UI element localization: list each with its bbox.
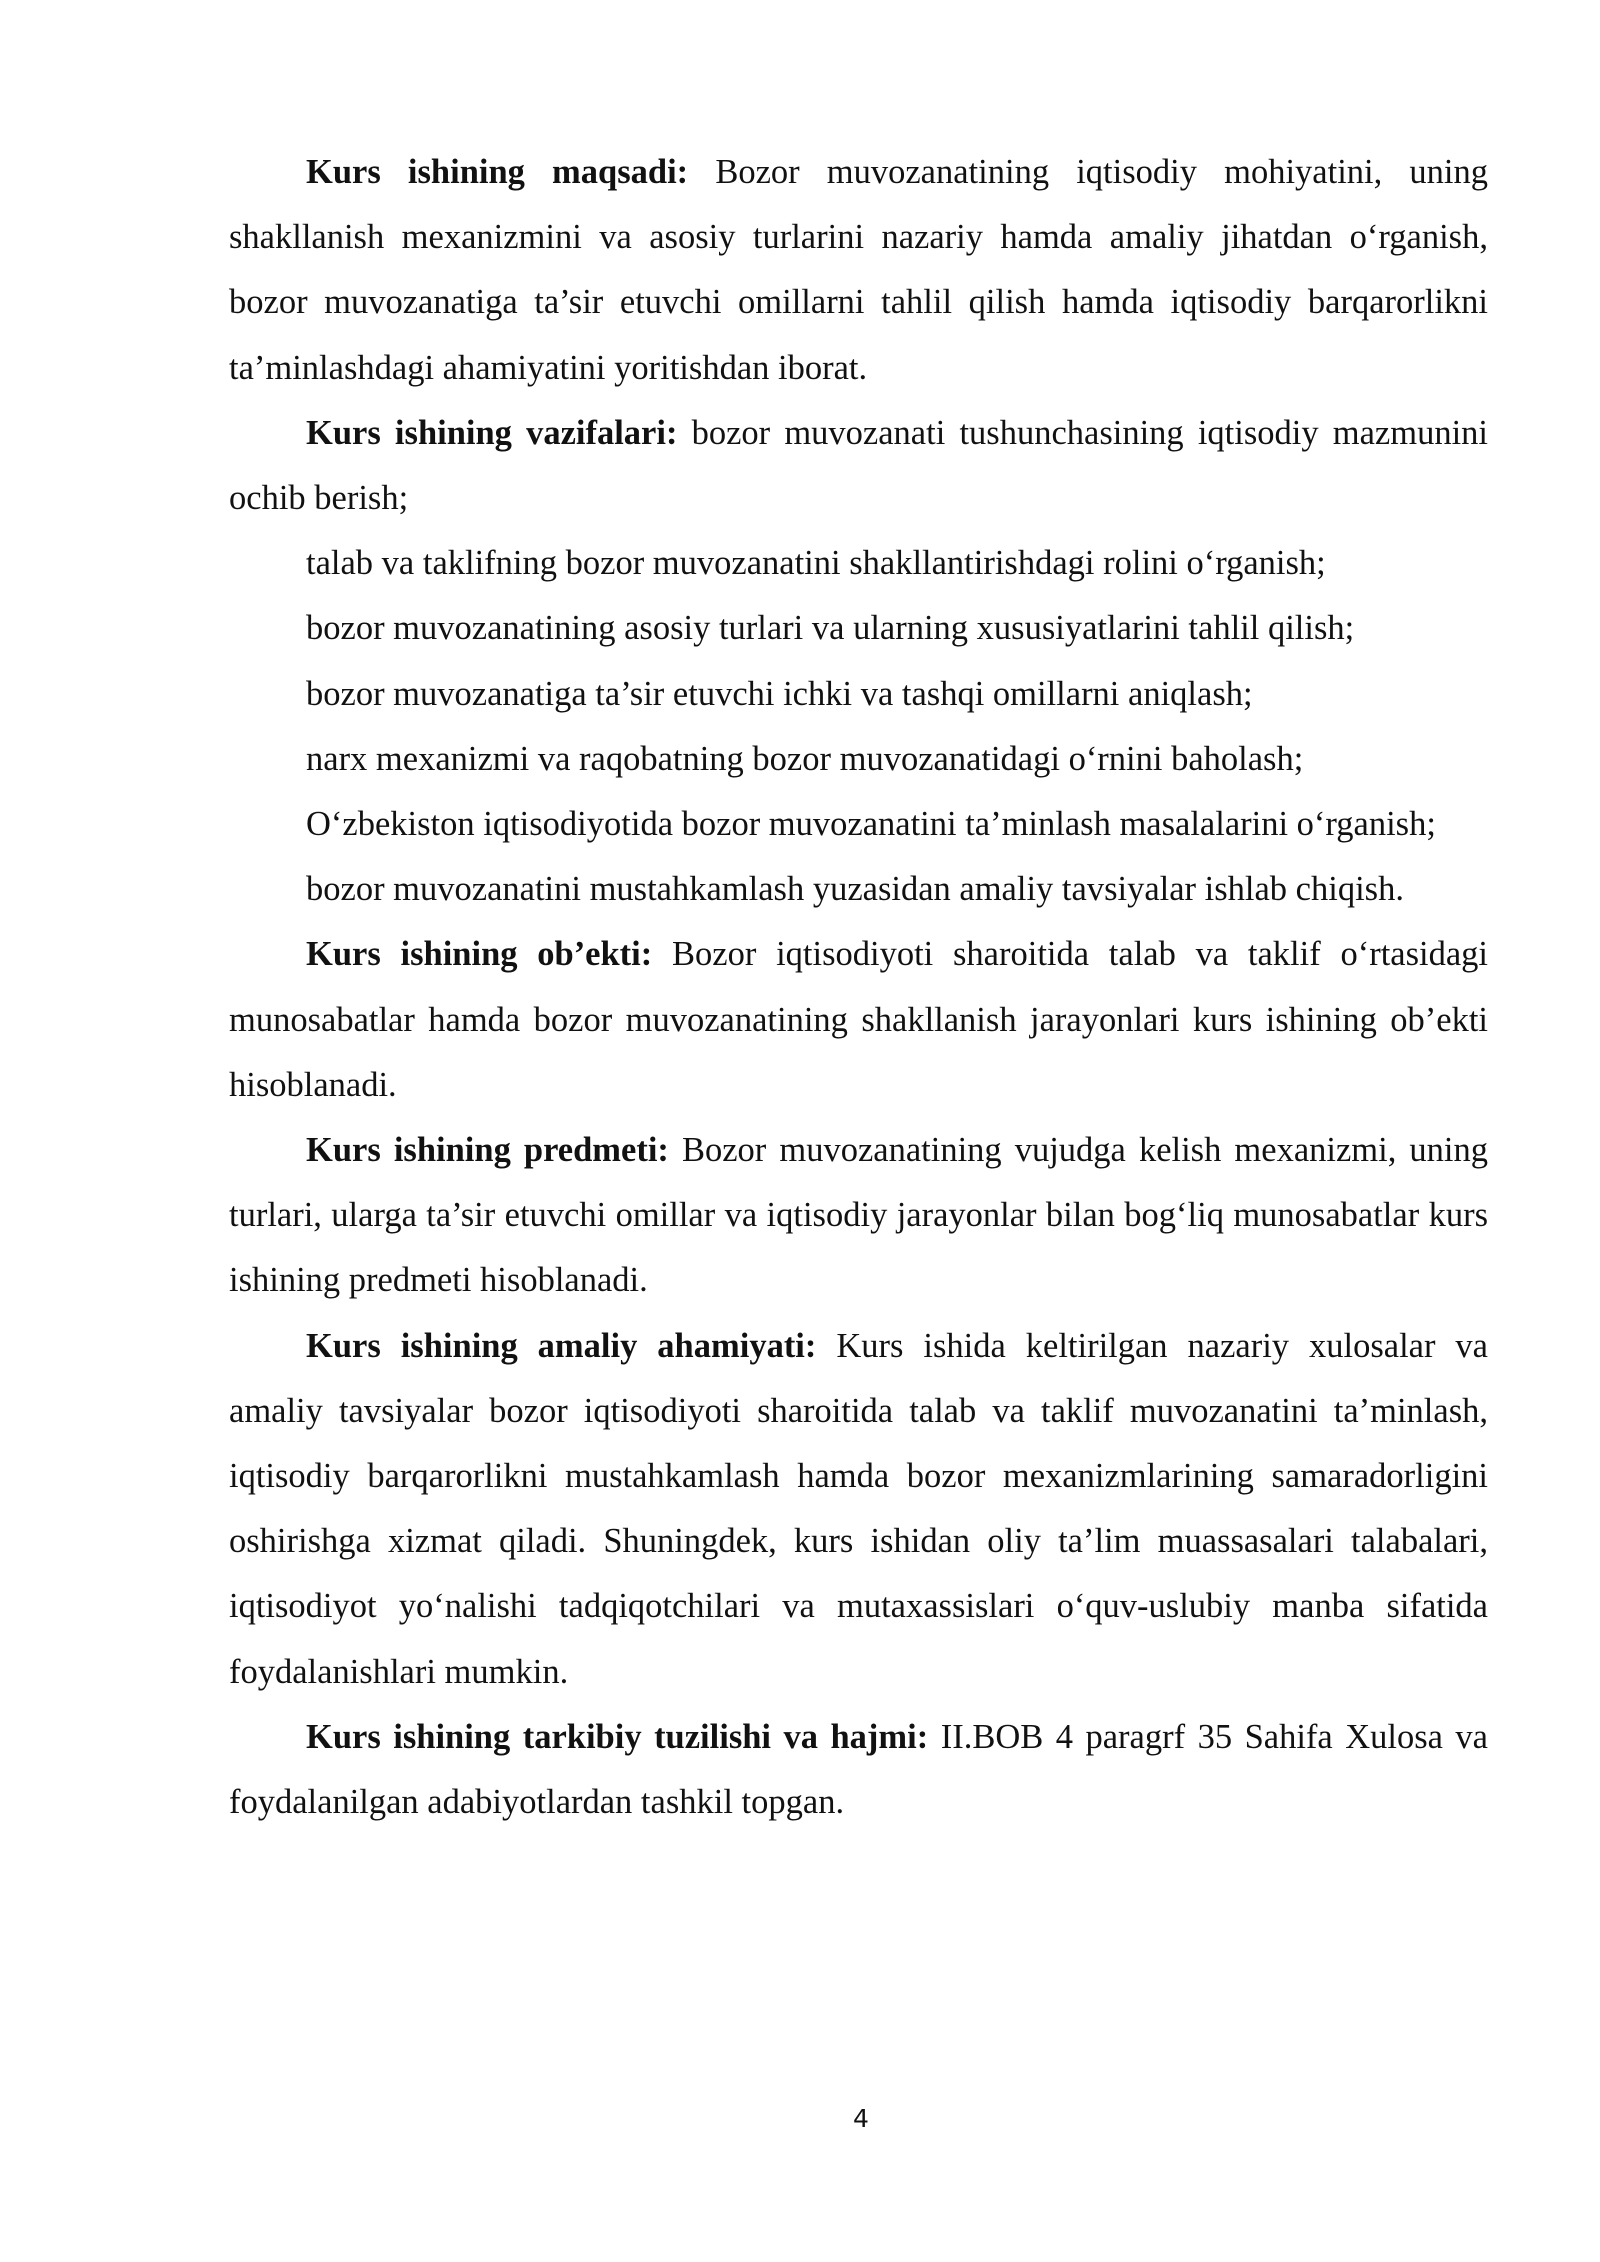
paragraph-text: Bozor muvozanatining vujudga kelish mexanizmi, uning turlari, ularga ta’sir etuvchi omillar va iqtisodiy jarayonlar bilan bog‘liq munosabatlar kurs ishining predmeti hisoblanadi.	[229, 1131, 1489, 1300]
task-item	[229, 792, 1488, 857]
paragraph-text: II.BOB 4 paragrf 35 Sahifa Xulosa va foydalanilgan adabiyotlardan tashkil topgan.	[229, 1717, 1488, 1822]
task-item	[229, 727, 1488, 792]
paragraph-heading: Kurs ishining vazifalari:	[306, 413, 678, 452]
paragraph-text: O‘zbekiston iqtisodiyotida bozor muvozanatini ta’minlash masalalarini o‘rganish;	[306, 805, 1436, 844]
paragraph-predmeti	[229, 1118, 1488, 1314]
paragraph-amaliy-ahamiyati	[229, 1314, 1488, 1705]
paragraph-heading: Kurs ishining maqsadi:	[306, 153, 689, 191]
paragraph-heading: Kurs ishining ob’ekti:	[306, 935, 653, 974]
paragraph-heading: Kurs ishining tarkibiy tuzilishi va hajmi:	[306, 1717, 929, 1756]
paragraph-heading: Kurs ishining predmeti:	[306, 1131, 669, 1170]
task-item	[229, 662, 1488, 727]
task-item	[229, 596, 1488, 661]
task-item	[229, 531, 1488, 596]
paragraph-tarkibiy-tuzilishi	[229, 1705, 1488, 1835]
paragraph-text: narx mexanizmi va raqobatning bozor muvozanatidagi o‘rnini baholash;	[306, 739, 1304, 778]
paragraph-heading: Kurs ishining amaliy ahamiyati:	[306, 1326, 817, 1365]
paragraph-text: bozor muvozanatini mustahkamlash yuzasidan amaliy tavsiyalar ishlab chiqish.	[306, 870, 1404, 909]
paragraph-maqsadi	[229, 140, 1488, 401]
document-body	[229, 140, 1488, 1835]
page-number: 4	[853, 2104, 869, 2133]
paragraph-text: bozor muvozanati tushunchasining iqtisodiy mazmunini ochib berish;	[229, 413, 1488, 518]
paragraph-vazifalari	[229, 401, 1488, 531]
paragraph-text: Kurs ishida keltirilgan nazariy xulosalar va amaliy tavsiyalar bozor iqtisodiyoti sharoitida talab va taklif muvozanatini ta’minlash, iqtisodiy barqarorlikni mustahkamlash hamda bozor mexanizmlarining samaradorligini oshirishga xizmat qiladi. Shuningdek, kurs ishidan oliy ta’lim muassasalari talabalari, iqtisodiyot yo‘nalishi tadqiqotchilari va mutaxassislari o‘quv-uslubiy manba sifatida foydalanishlari mumkin.	[229, 1326, 1488, 1691]
paragraph-text: bozor muvozanatining asosiy turlari va ularning xususiyatlarini tahlil qilish;	[306, 609, 1355, 648]
paragraph-text: bozor muvozanatiga ta’sir etuvchi ichki va tashqi omillarni aniqlash;	[306, 674, 1253, 713]
paragraph-text: Bozor iqtisodiyoti sharoitida talab va taklif o‘rtasidagi munosabatlar hamda bozor muvozanatining shakllanish jarayonlari kurs ishining ob’ekti hisoblanadi.	[229, 935, 1488, 1104]
task-item	[229, 857, 1488, 922]
paragraph-obekti	[229, 922, 1488, 1118]
paragraph-text: talab va taklifning bozor muvozanatini shakllantirishdagi rolini o‘rganish;	[306, 544, 1326, 583]
paragraph-text: Bozor muvozanatining iqtisodiy mohiyatini, uning shakllanish mexanizmini va asosiy turlarini nazariy hamda amaliy jihatdan o‘rganish, bozor muvozanatiga ta’sir etuvchi omillarni tahlil qilish hamda iqtisodiy barqarorlikni ta’minlashdagi ahamiyatini yoritishdan iborat.	[229, 153, 1488, 387]
